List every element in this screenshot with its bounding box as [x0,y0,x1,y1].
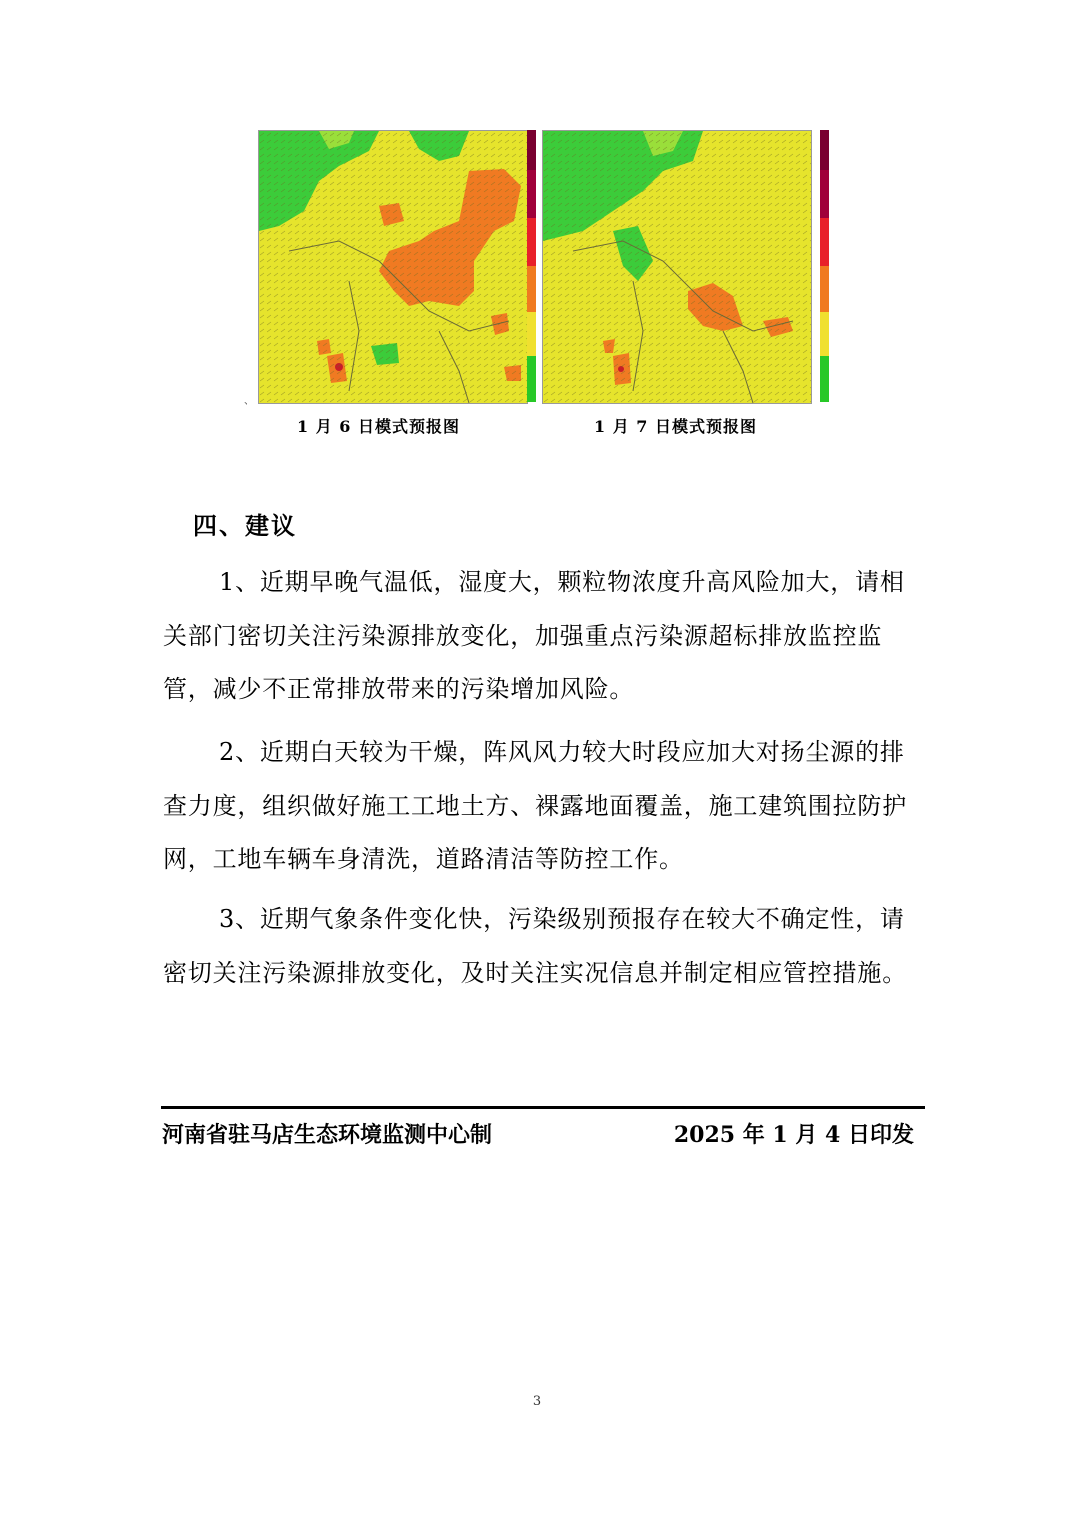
color-scale-right [820,130,829,402]
paragraph-1: 1、近期早晚气温低，湿度大，颗粒物浓度升高风险加大，请相关部门密切关注污染源排放变化，加强重点污染源超标排放监控监管，减少不正常排放带来的污染增加风险。 [163,568,905,703]
forecast-maps [244,130,834,406]
caption-jan7: 1 月 7 日模式预报图 [594,417,757,436]
section-heading: 四、建议 [193,511,297,540]
footer-issuer: 河南省驻马店生态环境监测中心制 [162,1122,493,1148]
footer-date: 2025 年 1 月 4 日印发 [673,1122,914,1148]
paragraph-3: 3、近期气象条件变化快，污染级别预报存在较大不确定性，请密切关注污染源排放变化，及时关注实况信息并制定相应管控措施。 [163,905,907,987]
forecast-map-jan7 [542,130,812,404]
forecast-map-jan6 [258,130,528,404]
caption-jan6: 1 月 6 日模式预报图 [297,417,460,436]
footer-rule [161,1106,925,1109]
stray-mark: 、 [244,396,254,407]
page-number: 3 [532,1394,542,1409]
paragraph-2: 2、近期白天较为干燥，阵风风力较大时段应加大对扬尘源的排查力度，组织做好施工工地土方、裸露地面覆盖，施工建筑围拉防护网，工地车辆车身清洗，道路清洁等防控工作。 [163,738,907,873]
color-scale-left [527,130,536,402]
